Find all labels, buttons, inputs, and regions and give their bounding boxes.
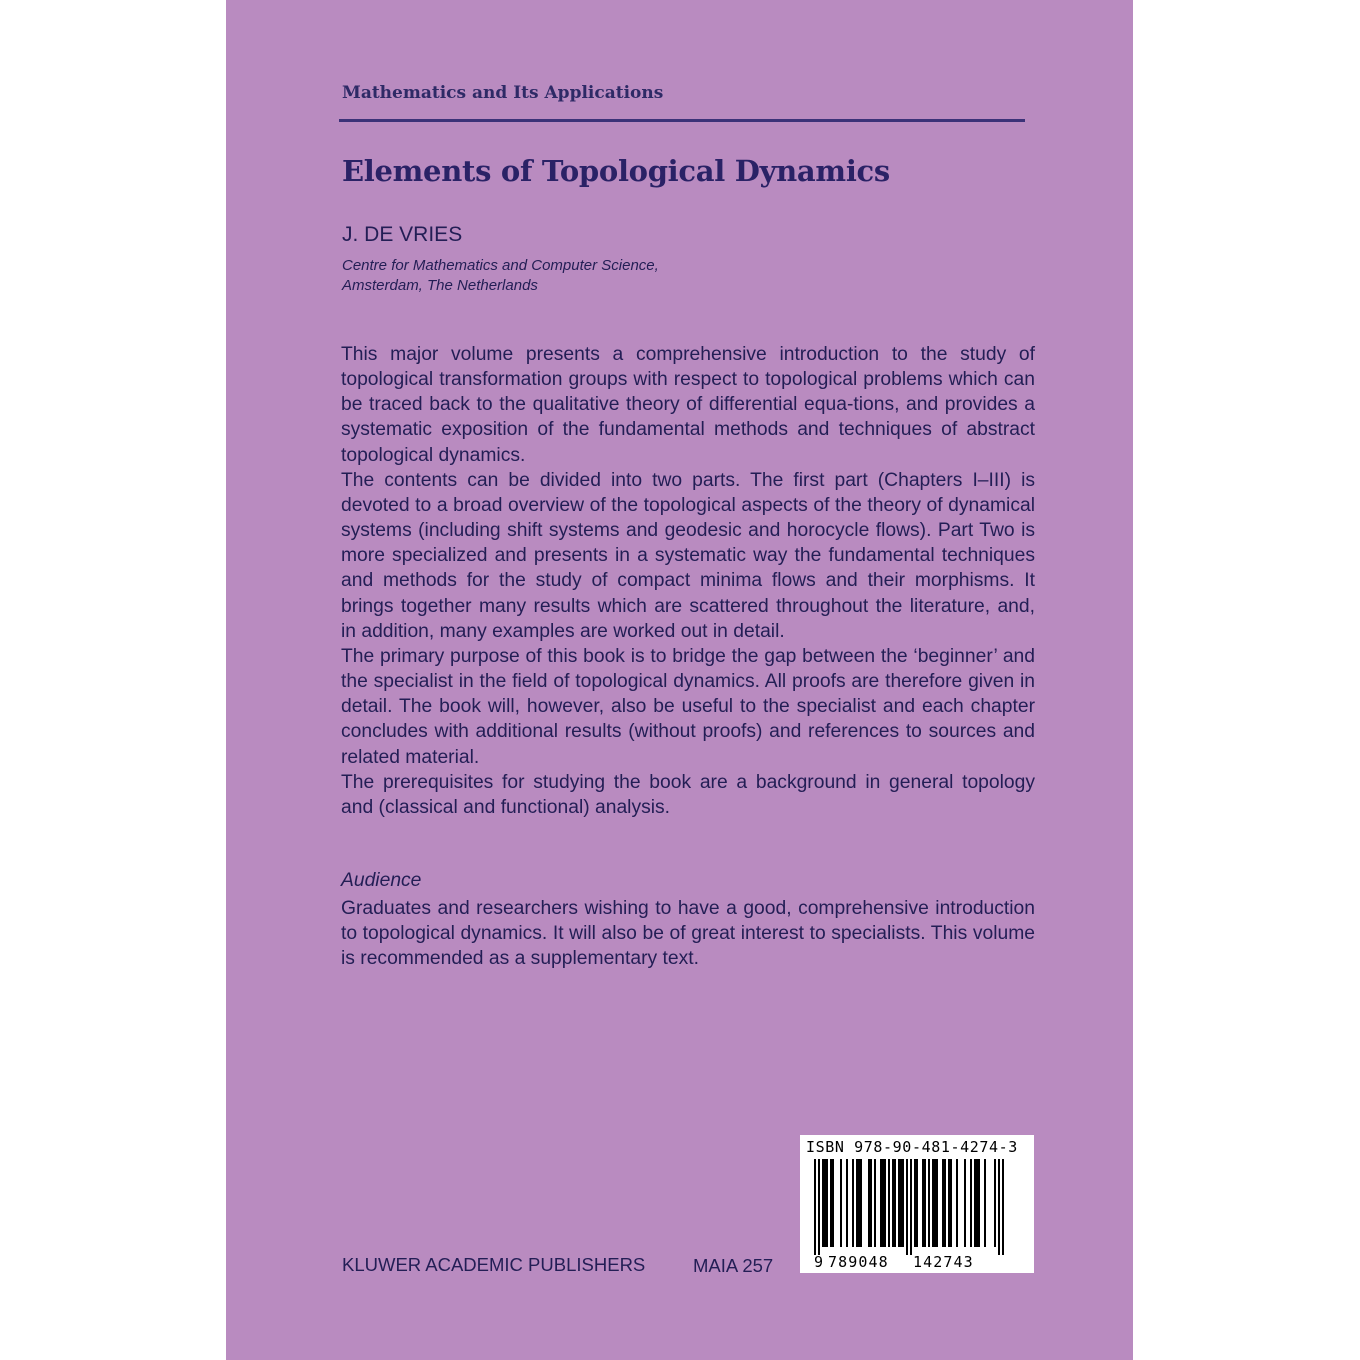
barcode-bar <box>892 1159 894 1247</box>
barcode-bar <box>942 1159 944 1247</box>
audience-heading: Audience <box>341 870 422 891</box>
barcode-bar <box>950 1159 952 1247</box>
author-affiliation <box>342 256 659 295</box>
audience-text: Graduates and researchers wishing to have a good, comprehensive introduction to topological dynamics. It will also be of great interest to specialists. This volume is recommended as a supplementary text. <box>341 898 1035 970</box>
header-rule <box>339 119 1025 122</box>
isbn-label: ISBN 978-90-481-4274-3 <box>806 1138 1018 1156</box>
barcode-bar <box>840 1159 842 1247</box>
barcode-bar <box>956 1159 958 1247</box>
barcode-bar <box>948 1159 950 1247</box>
ean-left-group: 789048 <box>828 1253 889 1271</box>
barcode-bar <box>922 1159 924 1247</box>
barcode-bar <box>944 1159 946 1247</box>
barcode-bar <box>882 1159 884 1247</box>
description-paragraph: The contents can be divided into two parts. The first part (Chapters I–III) is devoted to a broad overview of the topological aspects of the theory of dynamical systems (including shift systems and geodesic and horocycle flows). Part Two is more specialized and presents in a systematic way the fundamental techniques and methods for the study of compact minima flows and their morphisms. It brings together many results which are scattered throughout the literature, and, in addition, many examples are worked out in detail. <box>341 469 1035 642</box>
publisher-name: KLUWER ACADEMIC PUBLISHERS <box>342 1254 646 1275</box>
barcode-bar <box>970 1159 972 1247</box>
barcode-bar <box>874 1159 876 1247</box>
barcode-guard-bar <box>998 1159 1000 1255</box>
barcode-bar <box>824 1159 826 1247</box>
ean-first-digit: 9 <box>814 1253 824 1271</box>
barcode-bar <box>924 1159 926 1247</box>
barcode-bar <box>916 1159 918 1247</box>
barcode-bar <box>894 1159 896 1247</box>
barcode-bar <box>984 1159 986 1247</box>
book-description <box>341 342 1035 820</box>
author-name: J. DE VRIES <box>342 223 463 246</box>
barcode-bar <box>888 1159 890 1247</box>
series-name: Mathematics and Its Applications <box>342 83 664 103</box>
barcode-bar <box>994 1159 996 1247</box>
barcode-bar <box>932 1159 934 1247</box>
book-back-cover <box>226 0 1133 1360</box>
barcode-bar <box>934 1159 936 1247</box>
affiliation-line: Centre for Mathematics and Computer Science, <box>342 257 659 274</box>
description-paragraph: This major volume presents a comprehensive introduction to the study of topological transformation groups with respect to topological problems which can be traced back to the qualitative theory of differential equa-tions, and provides a systematic exposition of the fundamental methods and techniques of abstract topological dynamics. <box>341 344 1035 466</box>
barcode-bar <box>858 1159 860 1247</box>
description-paragraph: The primary purpose of this book is to bridge the gap between the ‘beginner’ and the specialist in the field of topological dynamics. All proofs are therefore given in detail. The book will, however, also be useful to the specialist and each chapter concludes with additional results (without proofs) and references to sources and related material. <box>341 645 1035 768</box>
isbn-barcode <box>800 1135 1034 1273</box>
barcode-guard-bar <box>906 1159 908 1255</box>
barcode-bar <box>860 1159 862 1247</box>
barcode-bar <box>856 1159 858 1247</box>
barcode-guard-bar <box>910 1159 912 1255</box>
barcode-bar <box>846 1159 848 1247</box>
barcode-bar <box>964 1159 966 1247</box>
barcode-bar <box>868 1159 870 1247</box>
book-title: Elements of Topological Dynamics <box>342 154 890 188</box>
barcode-guard-bar <box>1002 1159 1004 1255</box>
barcode-bar <box>898 1159 900 1247</box>
barcode-bar <box>976 1159 978 1247</box>
barcode-bar <box>870 1159 872 1247</box>
barcode-bar <box>884 1159 886 1247</box>
barcode-bar <box>822 1159 824 1247</box>
series-number: MAIA 257 <box>693 1255 774 1276</box>
barcode-bar <box>914 1159 916 1247</box>
barcode-bar <box>978 1159 980 1247</box>
barcode-bar <box>928 1159 930 1247</box>
barcode-guard-bar <box>818 1159 820 1255</box>
barcode-bar <box>832 1159 834 1247</box>
barcode-bar <box>974 1159 976 1247</box>
barcode-bar <box>830 1159 832 1247</box>
barcode-bars <box>814 1159 1020 1259</box>
barcode-bar <box>900 1159 902 1247</box>
barcode-guard-bar <box>814 1159 816 1255</box>
barcode-bar <box>880 1159 882 1247</box>
ean-right-group: 142743 <box>913 1253 974 1271</box>
barcode-bar <box>852 1159 854 1247</box>
barcode-bar <box>936 1159 938 1247</box>
barcode-bar <box>826 1159 828 1247</box>
barcode-bar <box>902 1159 904 1247</box>
description-paragraph: The prerequisites for studying the book are a background in general topology and (classical and functional) analysis. <box>341 771 1035 818</box>
affiliation-line: Amsterdam, The Netherlands <box>342 276 538 294</box>
